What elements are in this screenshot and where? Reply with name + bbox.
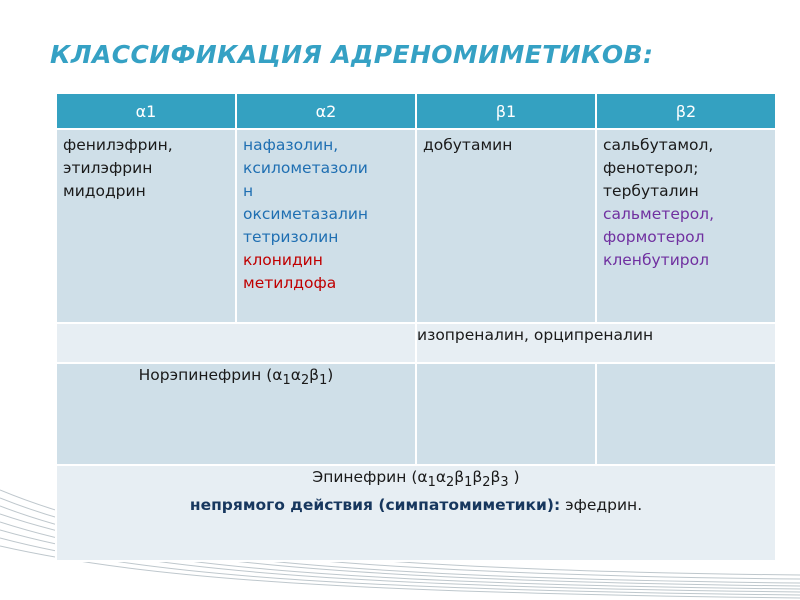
cell-beta2-drugs bbox=[596, 129, 776, 323]
header-row bbox=[56, 93, 776, 129]
nonselective-beta-row bbox=[56, 323, 776, 363]
epinephrine-name: Эпинефрин (α bbox=[312, 468, 428, 486]
drug-formoterol: формотерол bbox=[603, 228, 705, 246]
cell-empty-beta2 bbox=[596, 363, 776, 465]
drugs-row bbox=[56, 129, 776, 323]
indirect-label: непрямого действия (симпатомиметики): bbox=[189, 496, 561, 515]
beta-symbol: β bbox=[490, 468, 501, 486]
epinephrine-line bbox=[57, 466, 775, 494]
cell-beta-nonselective: изопреналин, орципреналин bbox=[416, 323, 776, 363]
beta-symbol: β bbox=[472, 468, 483, 486]
cell-beta1-drugs bbox=[416, 129, 596, 323]
sub-1: 1 bbox=[282, 373, 291, 389]
alpha-symbol: α bbox=[435, 468, 447, 486]
cell-empty-beta1 bbox=[416, 363, 596, 465]
drug-terbutaline: тербуталин bbox=[603, 182, 699, 200]
beta-symbol: β bbox=[309, 366, 320, 384]
drug-clonidine: клонидин bbox=[243, 251, 323, 269]
indirect-line bbox=[57, 494, 775, 517]
drug-oxymetazoline: оксиметазалин bbox=[243, 205, 369, 223]
drug-salbutamol: сальбутамол, bbox=[603, 136, 714, 154]
drug-etilefrine: этилэфрин bbox=[63, 159, 153, 177]
sub-2: 2 bbox=[300, 373, 310, 389]
sub-5: 3 bbox=[500, 475, 509, 491]
sub-2: 2 bbox=[446, 475, 455, 491]
drug-midodrine: мидодрин bbox=[63, 182, 146, 200]
cell-epinephrine bbox=[56, 465, 776, 561]
drug-xylometazoline-part2: н bbox=[243, 182, 254, 200]
header-alpha2: α2 bbox=[236, 93, 416, 129]
epinephrine-row bbox=[56, 465, 776, 561]
sub-3: 1 bbox=[319, 373, 328, 389]
slide-title: КЛАССИФИКАЦИЯ АДРЕНОМИМЕТИКОВ: bbox=[50, 40, 654, 69]
cell-alpha1-drugs bbox=[56, 129, 236, 323]
alpha-symbol: α bbox=[290, 366, 301, 384]
header-alpha1: α1 bbox=[56, 93, 236, 129]
classification-table bbox=[55, 92, 777, 562]
drug-xylometazoline-part1: ксилометазоли bbox=[243, 159, 368, 177]
beta-symbol: β bbox=[454, 468, 465, 486]
drug-methyldopa: метилдофа bbox=[243, 274, 337, 292]
indirect-value: эфедрин. bbox=[560, 496, 643, 515]
sub-3: 1 bbox=[464, 475, 473, 491]
cell-empty-alpha bbox=[56, 323, 416, 363]
cell-alpha2-drugs bbox=[236, 129, 416, 323]
header-beta1: β1 bbox=[416, 93, 596, 129]
norepinephrine-name: Норэпинефрин (α bbox=[138, 366, 283, 384]
drug-salmeterol: сальметерол, bbox=[603, 205, 715, 223]
drug-phenylephrine: фенилэфрин, bbox=[63, 136, 173, 154]
close-paren: ) bbox=[327, 366, 334, 384]
drug-tetryzoline: тетризолин bbox=[243, 228, 339, 246]
norepinephrine-row bbox=[56, 363, 776, 465]
drug-naphazoline: нафазолин, bbox=[243, 136, 339, 154]
close-paren: ) bbox=[508, 468, 520, 486]
sub-4: 2 bbox=[482, 475, 491, 491]
drug-fenoterol: фенотерол; bbox=[603, 159, 699, 177]
header-beta2: β2 bbox=[596, 93, 776, 129]
drug-clenbuterol: кленбутирол bbox=[603, 251, 710, 269]
cell-norepinephrine bbox=[56, 363, 416, 465]
drug-dobutamine: добутамин bbox=[423, 136, 513, 154]
sub-1: 1 bbox=[427, 475, 436, 491]
